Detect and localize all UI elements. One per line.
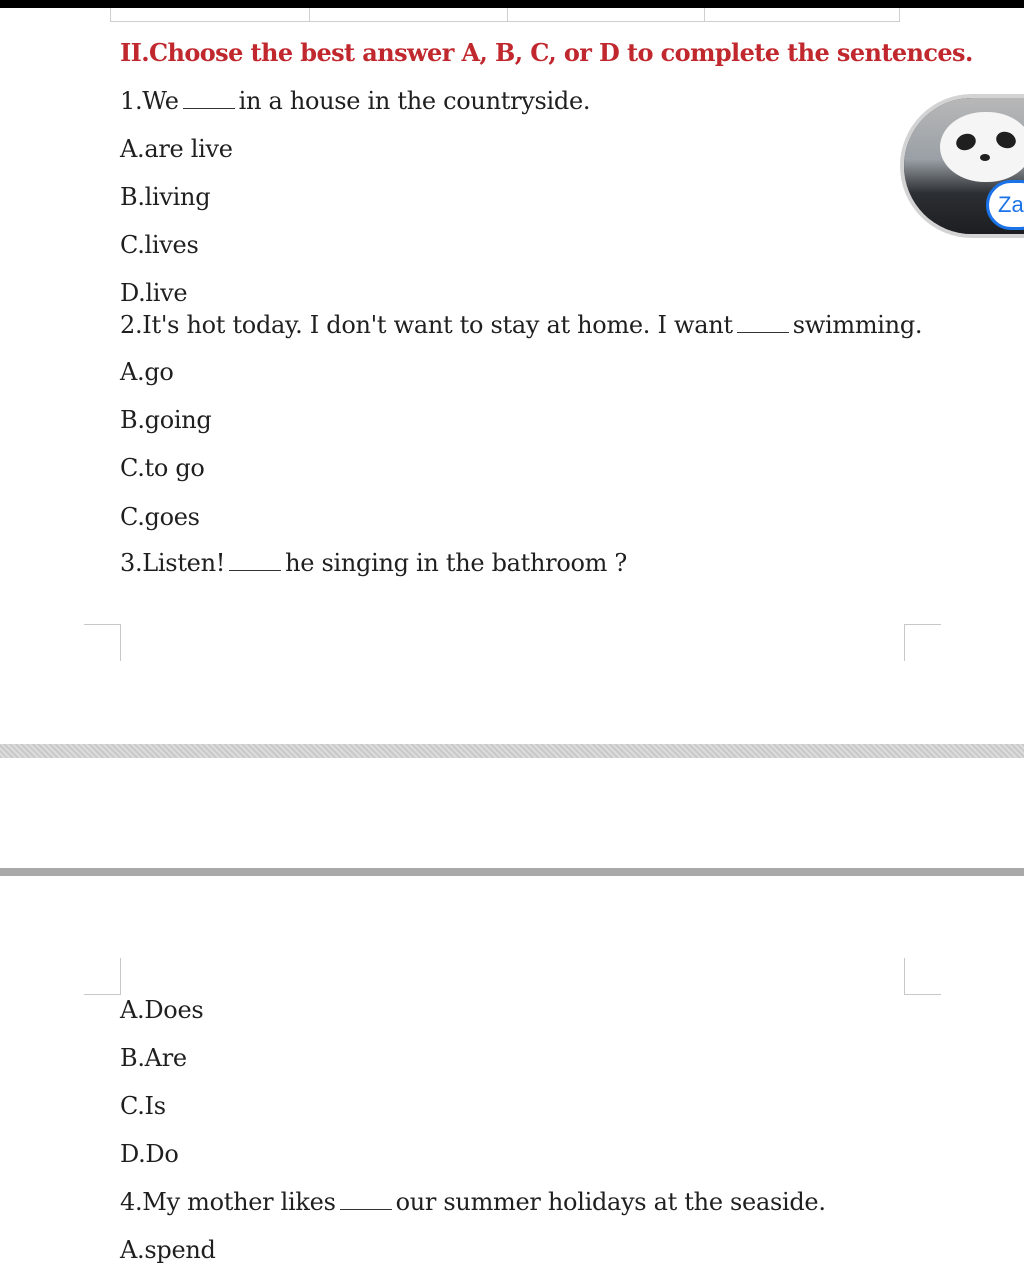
section-heading: II.Choose the best answer A, B, C, or D to complete the sentences. (120, 38, 973, 67)
page-corner-marker (904, 958, 941, 995)
panda-nose (980, 154, 990, 161)
question-2-text-after: swimming. (792, 311, 923, 339)
answer-blank (737, 314, 789, 333)
table-bottom-edge (110, 8, 900, 22)
panda-avatar-icon (940, 112, 1024, 182)
option-q2-d: C.goes (120, 503, 200, 531)
panda-eye-patch (954, 131, 978, 153)
question-4-text-before: 4.My mother likes (120, 1188, 336, 1216)
table-column-divider (507, 8, 508, 21)
option-q3-a: A.Does (120, 996, 204, 1024)
page-separator (0, 744, 1024, 758)
option-q2-a: A.go (120, 358, 174, 386)
option-q1-a: A.are live (120, 135, 233, 163)
question-4-text-after: our summer holidays at the seaside. (395, 1188, 826, 1216)
page-separator (0, 868, 1024, 876)
option-q4-a: A.spend (120, 1236, 216, 1264)
question-3-text-after: he singing in the bathroom ? (285, 549, 627, 577)
answer-blank (229, 552, 281, 571)
option-q2-c: C.to go (120, 454, 205, 482)
question-3 (120, 548, 627, 578)
option-q1-c: C.lives (120, 231, 199, 259)
question-1-text-after: in a house in the countryside. (238, 87, 591, 115)
question-3-text-before: 3.Listen! (120, 549, 226, 577)
question-4 (120, 1187, 826, 1217)
option-q3-b: B.Are (120, 1044, 187, 1072)
top-status-bar (0, 0, 1024, 8)
zalo-badge[interactable]: Za (986, 180, 1024, 230)
option-q3-d: D.Do (120, 1140, 179, 1168)
page-corner-marker (84, 624, 121, 661)
question-2-text-before: 2.It's hot today. I don't want to stay at home. I want (120, 311, 733, 339)
table-column-divider (704, 8, 705, 21)
question-1-text-before: 1.We (120, 87, 179, 115)
page-corner-marker (84, 958, 121, 995)
page-corner-marker (904, 624, 941, 661)
question-1 (120, 86, 590, 116)
answer-blank (183, 90, 235, 109)
panda-eye-patch (994, 129, 1018, 151)
option-q1-d: D.live (120, 279, 188, 307)
question-2 (120, 310, 922, 340)
option-q1-b: B.living (120, 183, 211, 211)
option-q2-b: B.going (120, 406, 212, 434)
answer-blank (340, 1191, 392, 1210)
option-q3-c: C.Is (120, 1092, 166, 1120)
table-column-divider (309, 8, 310, 21)
